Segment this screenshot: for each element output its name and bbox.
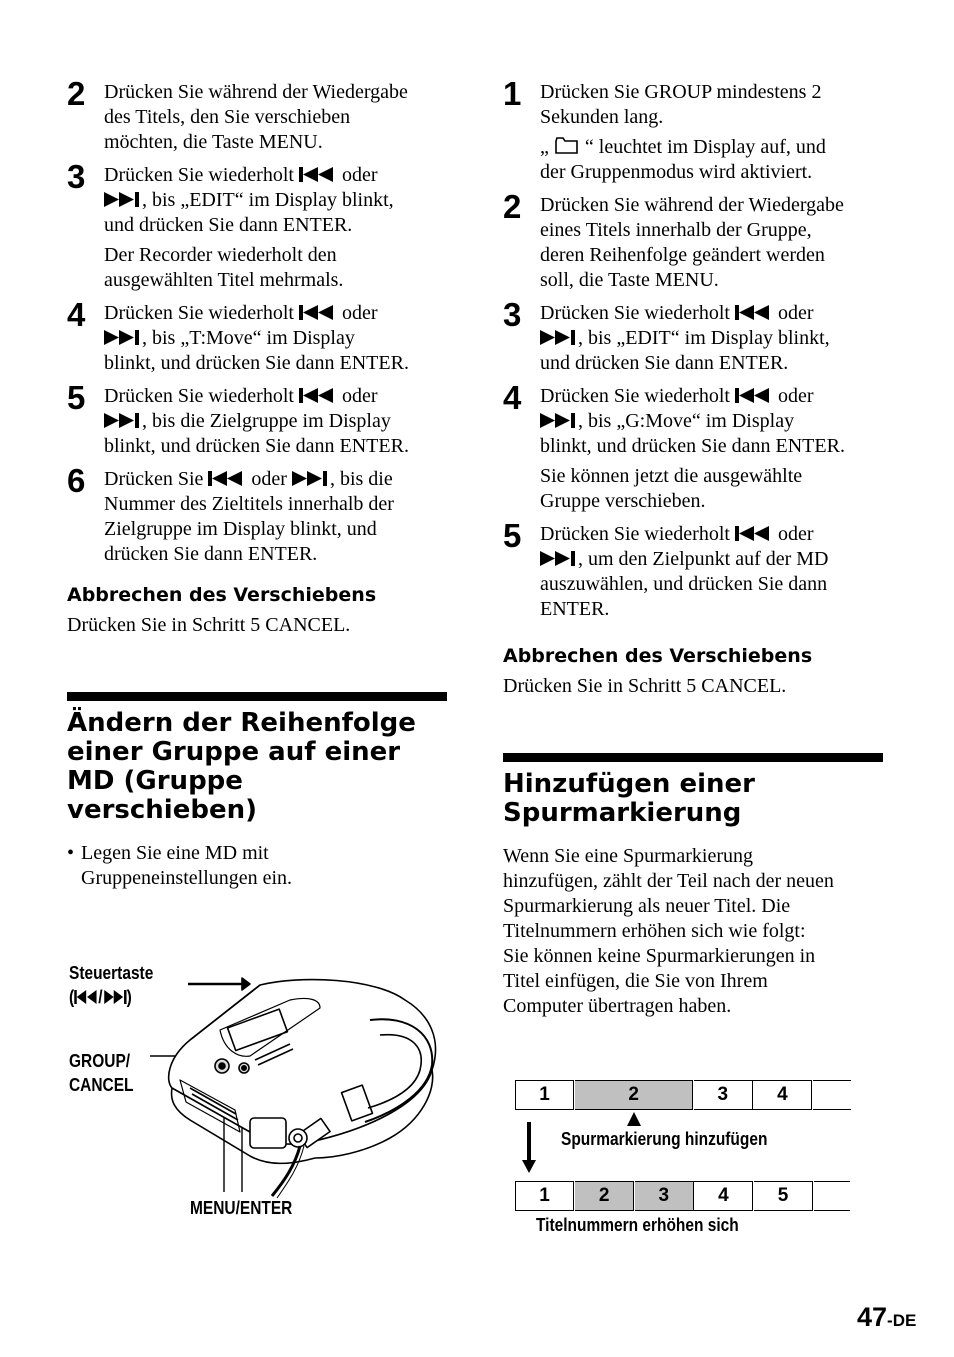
prev-track-icon bbox=[299, 166, 337, 183]
track-cell: 2 bbox=[575, 1080, 693, 1110]
step-text: Drücken Sie während der Wiedergabe des Titels, den Sie verschieben möchten, die Taste MENU. bbox=[104, 81, 408, 153]
left-column bbox=[67, 75, 447, 891]
bullet-mark: • bbox=[67, 842, 75, 864]
step-number: 2 bbox=[67, 75, 86, 112]
prev-track-icon bbox=[735, 304, 773, 321]
right-step-list bbox=[503, 75, 883, 622]
marker-label: Spurmarkierung hinzufügen bbox=[561, 1129, 768, 1149]
track-mark-body: Wenn Sie eine Spurmarkierung hinzufügen, zählt der Teil nach der neuen Spurmarkierung als neuer Titel. Die Titelnummern erhöhen sich wie folgt: Sie können keine Spurmarkierungen in Titel einfügen, die Sie von Ihrem Computer übertragen haben. bbox=[503, 845, 834, 1017]
right-step-5 bbox=[503, 517, 883, 622]
step-number: 4 bbox=[67, 296, 86, 333]
step-text: Drücken Sie wiederholt oder , bis „G:Move“ im Display blinkt, und drücken Sie dann ENTER. bbox=[540, 385, 845, 457]
step-text: Drücken Sie GROUP mindestens 2 Sekunden lang. bbox=[540, 81, 822, 128]
cancel-heading-right: Abbrechen des Verschiebens bbox=[503, 645, 813, 667]
right-step-2 bbox=[503, 188, 883, 293]
step-number: 1 bbox=[503, 75, 522, 112]
label-control-symbols: ( / ) bbox=[69, 987, 132, 1007]
page-number: 47-DE bbox=[857, 1302, 917, 1332]
next-track-icon bbox=[292, 470, 330, 487]
step-text: Drücken Sie wiederholt oder , um den Zielpunkt auf der MD auszuwählen, und drücken Sie dann ENTER. bbox=[540, 523, 829, 620]
step-number: 5 bbox=[503, 517, 522, 554]
marker-arrow-icon bbox=[626, 1110, 642, 1128]
right-step-1 bbox=[503, 75, 883, 185]
right-step-4 bbox=[503, 379, 883, 514]
label-group: GROUP/ bbox=[69, 1051, 131, 1071]
prev-track-icon bbox=[735, 387, 773, 404]
bullet-item: • Legen Sie eine MD mit Gruppeneinstellungen ein. bbox=[67, 842, 293, 889]
step-text: Drücken Sie oder , bis die Nummer des Zieltitels innerhalb der Zielgruppe im Display blinkt, und drücken Sie dann ENTER. bbox=[104, 468, 394, 565]
next-track-icon bbox=[540, 412, 578, 429]
md-recorder-drawing bbox=[150, 960, 450, 1200]
label-menu-enter: MENU/ENTER bbox=[190, 1198, 293, 1218]
track-cell: 3 bbox=[694, 1080, 753, 1110]
step-note: Sie können jetzt die ausgewählte Gruppe verschieben. bbox=[540, 465, 803, 512]
step-number: 6 bbox=[67, 462, 86, 499]
track-cell: 1 bbox=[515, 1181, 574, 1211]
step-number: 5 bbox=[67, 379, 86, 416]
prev-track-icon bbox=[299, 387, 337, 404]
track-cell: 2 bbox=[575, 1181, 634, 1211]
next-track-icon bbox=[103, 989, 127, 1005]
next-track-icon bbox=[540, 550, 578, 567]
next-track-icon bbox=[104, 329, 142, 346]
step-note: Der Recorder wiederholt den ausgewählten Titel mehrmals. bbox=[104, 244, 344, 291]
step-text: Drücken Sie wiederholt oder , bis „EDIT“ im Display blinkt, und drücken Sie dann ENTER. bbox=[104, 164, 394, 236]
track-cell: 4 bbox=[753, 1080, 812, 1110]
folder-icon bbox=[554, 136, 580, 155]
prev-track-icon bbox=[74, 989, 98, 1005]
next-track-icon bbox=[104, 191, 142, 208]
left-step-3 bbox=[67, 158, 447, 293]
step-number: 4 bbox=[503, 379, 522, 416]
label-control-key: Steuertaste bbox=[69, 963, 154, 983]
next-track-icon bbox=[540, 329, 578, 346]
track-row-before bbox=[515, 1080, 852, 1110]
left-step-5 bbox=[67, 379, 447, 459]
cancel-heading: Abbrechen des Verschiebens bbox=[67, 584, 377, 606]
track-cell: 3 bbox=[635, 1181, 694, 1211]
track-cell bbox=[814, 1181, 850, 1211]
left-step-2 bbox=[67, 75, 447, 155]
left-step-list bbox=[67, 75, 447, 567]
step-text: Drücken Sie während der Wiedergabe eines Titels innerhalb der Gruppe, deren Reihenfolge geändert werden soll, die Taste MENU. bbox=[540, 194, 844, 291]
prev-track-icon bbox=[735, 525, 773, 542]
down-arrow-icon bbox=[520, 1120, 538, 1174]
label-cancel-text: CANCEL bbox=[69, 1075, 134, 1095]
section-title-track-mark: Hinzufügen einer Spurmarkierung bbox=[503, 769, 755, 828]
after-label: Titelnummern erhöhen sich bbox=[536, 1215, 739, 1235]
cancel-text-right: Drücken Sie in Schritt 5 CANCEL. bbox=[503, 675, 787, 697]
track-row-after bbox=[515, 1181, 852, 1211]
prev-track-icon bbox=[208, 470, 246, 487]
step-text: Drücken Sie wiederholt oder , bis die Zielgruppe im Display blinkt, und drücken Sie dann ENTER. bbox=[104, 385, 409, 457]
step-number: 3 bbox=[67, 158, 86, 195]
section-title-group-move: Ändern der Reihenfolge einer Gruppe auf einer MD (Gruppe verschieben) bbox=[67, 708, 416, 825]
cancel-text: Drücken Sie in Schritt 5 CANCEL. bbox=[67, 614, 351, 636]
track-cell bbox=[813, 1080, 851, 1110]
step-text: Drücken Sie wiederholt oder , bis „EDIT“ im Display blinkt, und drücken Sie dann ENTER. bbox=[540, 302, 830, 374]
prev-track-icon bbox=[299, 304, 337, 321]
step-note: „ “ leuchtet im Display auf, und der Gruppenmodus wird aktiviert. bbox=[540, 136, 826, 183]
section-rule bbox=[67, 692, 447, 701]
right-column bbox=[503, 75, 883, 1019]
left-step-4 bbox=[67, 296, 447, 376]
track-cell: 5 bbox=[754, 1181, 813, 1211]
right-step-3 bbox=[503, 296, 883, 376]
next-track-icon bbox=[104, 412, 142, 429]
step-number: 3 bbox=[503, 296, 522, 333]
left-step-6 bbox=[67, 462, 447, 567]
track-cell: 1 bbox=[515, 1080, 574, 1110]
track-cell: 4 bbox=[694, 1181, 753, 1211]
section-rule-right bbox=[503, 753, 883, 762]
step-text: Drücken Sie wiederholt oder , bis „T:Move“ im Display blinkt, und drücken Sie dann ENTER. bbox=[104, 302, 409, 374]
step-number: 2 bbox=[503, 188, 522, 225]
